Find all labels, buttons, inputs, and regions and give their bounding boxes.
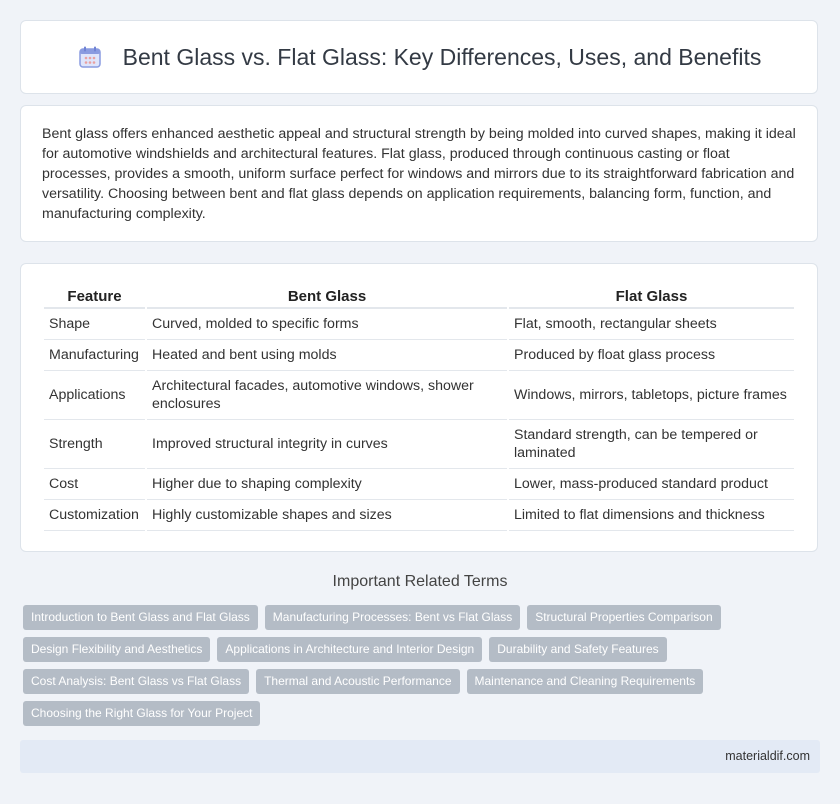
table-row — [44, 340, 794, 371]
related-term-tag[interactable]: Applications in Architecture and Interior Design — [217, 637, 482, 662]
related-term-tag[interactable]: Manufacturing Processes: Bent vs Flat Glass — [265, 605, 520, 630]
table-cell: Shape — [44, 309, 145, 340]
related-term-tag[interactable]: Design Flexibility and Aesthetics — [23, 637, 210, 662]
calendar-icon — [77, 44, 103, 70]
table-cell: Improved structural integrity in curves — [147, 420, 507, 469]
table-cell: Customization — [44, 500, 145, 531]
table-cell: Windows, mirrors, tabletops, picture frames — [509, 371, 794, 420]
footer — [20, 740, 820, 773]
table-cell: Cost — [44, 469, 145, 500]
table-row — [44, 309, 794, 340]
related-term-tag[interactable]: Maintenance and Cleaning Requirements — [467, 669, 704, 694]
header-feature: Feature — [44, 282, 145, 309]
table-cell: Manufacturing — [44, 340, 145, 371]
page-title: Bent Glass vs. Flat Glass: Key Differences, Uses, and Benefits — [122, 43, 762, 70]
table-row — [44, 371, 794, 420]
table-cell: Applications — [44, 371, 145, 420]
related-terms-heading: Important Related Terms — [332, 573, 508, 590]
related-term-tag[interactable]: Introduction to Bent Glass and Flat Glass — [23, 605, 258, 630]
related-term-tag[interactable]: Cost Analysis: Bent Glass vs Flat Glass — [23, 669, 249, 694]
related-term-tag[interactable]: Durability and Safety Features — [489, 637, 666, 662]
related-term-tag[interactable]: Choosing the Right Glass for Your Project — [23, 701, 260, 726]
table-cell: Standard strength, can be tempered or laminated — [509, 420, 794, 469]
table-cell: Curved, molded to specific forms — [147, 309, 507, 340]
table-row — [44, 500, 794, 531]
header-bent-glass: Bent Glass — [147, 282, 507, 309]
table-cell: Limited to flat dimensions and thickness — [509, 500, 794, 531]
table-row — [44, 420, 794, 469]
table-cell: Higher due to shaping complexity — [147, 469, 507, 500]
header-flat-glass: Flat Glass — [509, 282, 794, 309]
intro-card — [20, 105, 818, 242]
comparison-table-card — [20, 263, 818, 552]
table-row — [44, 469, 794, 500]
table-cell: Flat, smooth, rectangular sheets — [509, 309, 794, 340]
related-terms-list — [23, 605, 813, 733]
table-cell: Produced by float glass process — [509, 340, 794, 371]
table-cell: Architectural facades, automotive windows, shower enclosures — [147, 371, 507, 420]
footer-site-link[interactable]: materialdif.com — [725, 749, 810, 763]
title-card — [20, 20, 818, 94]
table-cell: Strength — [44, 420, 145, 469]
comparison-table — [42, 282, 796, 531]
table-cell: Lower, mass-produced standard product — [509, 469, 794, 500]
table-cell: Highly customizable shapes and sizes — [147, 500, 507, 531]
related-term-tag[interactable]: Structural Properties Comparison — [527, 605, 720, 630]
intro-paragraph: Bent glass offers enhanced aesthetic appeal and structural strength by being molded into curved shapes, making it ideal for automotive windshields and architectural features. Flat glass, produced through continuous casting or float processes, provides a smooth, uniform surface perfect for windows and mirrors due to its straightforward fabrication and versatility. Choosing between bent and flat glass depends on application requirements, balancing form, function, and manufacturing complexity. — [42, 126, 796, 222]
related-term-tag[interactable]: Thermal and Acoustic Performance — [256, 669, 459, 694]
table-header-row — [44, 282, 794, 309]
table-cell: Heated and bent using molds — [147, 340, 507, 371]
